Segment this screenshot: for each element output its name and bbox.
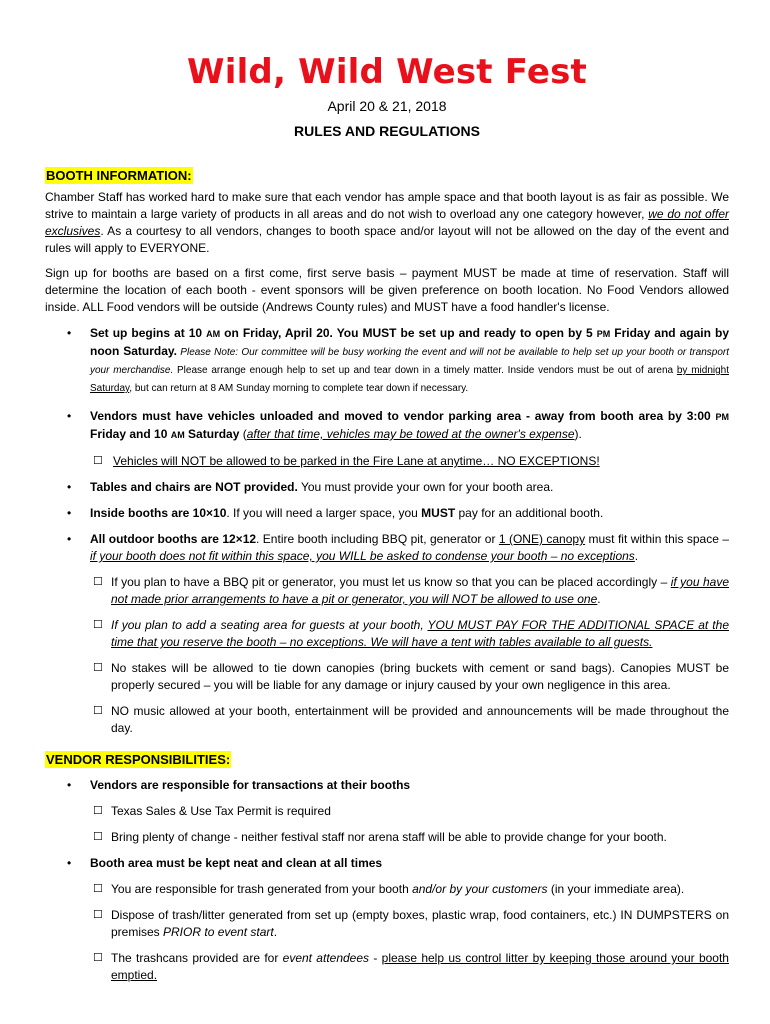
bullet-vehicles: • Vendors must have vehicles unloaded and moved to vendor parking area - away from booth area by 3:00 PM Friday and 10 AM Saturday (after that time, vehicles may be towed at the owner's expense).: [67, 409, 729, 441]
sub-bbq-pit: ☐ If you plan to have a BBQ pit or generator, you must let us know so that you can be placed accordingly – if you have not made prior arrangements to have a pit or generator, you will NOT be allowed to use one.: [93, 575, 729, 606]
checkbox-icon: ☐: [93, 455, 103, 467]
checkbox-icon: ☐: [93, 952, 103, 964]
bullet-tables: • Tables and chairs are NOT provided. You must provide your own for your booth area.: [67, 480, 554, 494]
sub-no-music: ☐ NO music allowed at your booth, entertainment will be provided and announcements will be made throughout the day.: [93, 704, 729, 735]
vendor-responsibilities-heading: VENDOR RESPONSIBILITIES:: [46, 752, 231, 767]
sub-dispose: ☐ Dispose of trash/litter generated from set up (empty boxes, plastic wrap, food containers, etc.) IN DUMPSTERS on premises PRIOR to event start.: [93, 908, 729, 939]
checkbox-icon: ☐: [93, 805, 103, 817]
sub-trash: ☐ You are responsible for trash generated from your booth and/or by your customers (in your immediate area).: [93, 882, 685, 896]
bullet-dot-icon: •: [67, 480, 72, 494]
sub-trashcans: ☐ The trashcans provided are for event attendees - please help us control litter by keeping those around your booth emptied.: [93, 951, 729, 982]
bullet-outdoor-booths: • All outdoor booths are 12×12. Entire booth including BBQ pit, generator or 1 (ONE) canopy must fit within this space – if your booth does not fit within this space, you WILL be asked to condense your booth – no exceptions.: [67, 532, 729, 563]
bullet-setup: • Set up begins at 10 AM on Friday, April 20. You MUST be set up and ready to open by 5 PM Friday and again by noon Saturday. Please Note: Our committee will be busy working the event and will not be available to help set up your booth or transport your merchandise. Please arrange enough help to set up and tear down in a timely matter. Inside vendors must be out of arena by midnight Saturday, but can return at 8 AM Sunday morning to complete tear down if necessary.: [67, 326, 729, 394]
booth-info-heading: BOOTH INFORMATION:: [46, 168, 192, 183]
checkbox-icon: ☐: [93, 883, 103, 895]
bullet-booth-clean: • Booth area must be kept neat and clean at all times: [67, 856, 383, 870]
bullet-dot-icon: •: [67, 409, 72, 423]
checkbox-icon: ☐: [93, 705, 103, 717]
bullet-transactions: • Vendors are responsible for transactions at their booths: [67, 778, 411, 792]
bullet-dot-icon: •: [67, 778, 72, 792]
checkbox-icon: ☐: [93, 619, 103, 631]
bullet-dot-icon: •: [67, 532, 72, 546]
booth-info-paragraph-1: Chamber Staff has worked hard to make sure that each vendor has ample space and that booth layout is as fair as possible. We strive to maintain a large variety of products in all areas and do not wish to overload any one category however, we do not offer exclusives. As a courtesy to all vendors, changes to booth space and/or layout will not be allowed on the day of the event and rules will apply to EVERYONE.: [45, 190, 730, 255]
bullet-dot-icon: •: [67, 326, 72, 340]
checkbox-icon: ☐: [93, 662, 103, 674]
bullet-inside-booths: • Inside booths are 10×10. If you will need a larger space, you MUST pay for an additional booth.: [67, 506, 604, 520]
sub-seating-area: ☐ If you plan to add a seating area for guests at your booth, YOU MUST PAY FOR THE ADDITIONAL SPACE at the time that you reserve the booth – no exceptions. We will have a tent with tables available to all guests.: [93, 618, 729, 649]
sub-tax-permit: ☐ Texas Sales & Use Tax Permit is required: [93, 804, 331, 818]
booth-info-paragraph-2: Sign up for booths are based on a first come, first serve basis – payment MUST be made at time of reservation. Staff will determine the location of each booth - event sponsors will be given preference on booth location. No Food Vendors allowed inside. ALL Food vendors will be outside (Andrews County rules) and MUST have a food handler's license.: [45, 266, 729, 314]
sub-no-stakes: ☐ No stakes will be allowed to tie down canopies (bring buckets with cement or sand bags). Canopies MUST be properly secured – you will be liable for any damage or injury caused by your own negligence in this area.: [93, 661, 729, 692]
sub-fire-lane: ☐ Vehicles will NOT be allowed to be parked in the Fire Lane at anytime… NO EXCEPTIONS!: [93, 454, 600, 468]
checkbox-icon: ☐: [93, 831, 103, 843]
checkbox-icon: ☐: [93, 576, 103, 588]
sub-change: ☐ Bring plenty of change - neither festival staff nor arena staff will be able to provide change for your booth.: [93, 830, 667, 844]
event-date: April 20 & 21, 2018: [327, 98, 447, 114]
bullet-dot-icon: •: [67, 856, 72, 870]
page-title: Wild, Wild West Fest: [187, 52, 587, 92]
checkbox-icon: ☐: [93, 909, 103, 921]
bullet-dot-icon: •: [67, 506, 72, 520]
page-subtitle: RULES AND REGULATIONS: [294, 123, 480, 139]
